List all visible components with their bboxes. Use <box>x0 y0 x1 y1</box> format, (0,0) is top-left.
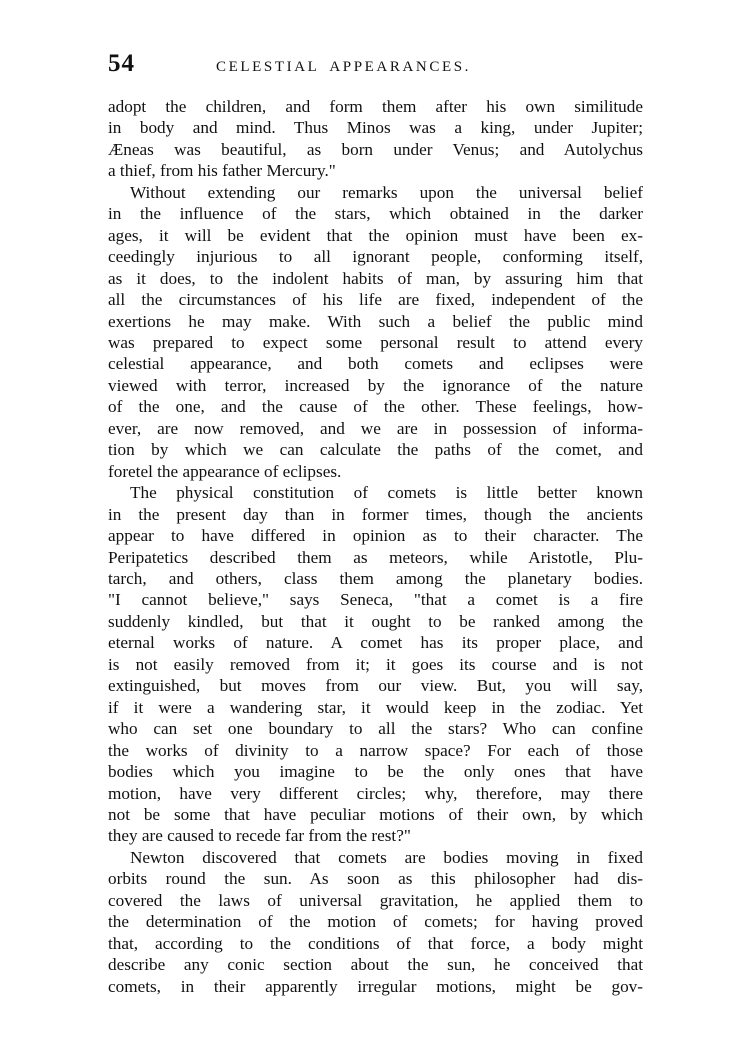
text-line: viewed with terror, increased by the ignorance of the nature <box>108 375 643 395</box>
text-line: all the circumstances of his life are fixed, independent of the <box>108 290 643 310</box>
text-line: if it were a wandering star, it would keep in the zodiac. Yet <box>108 697 643 717</box>
text-line: who can set one boundary to all the stars? Who can confine <box>108 719 643 739</box>
text-line: a thief, from his father Mercury." <box>108 161 336 181</box>
text-line: ceedingly injurious to all ignorant people, conforming itself, <box>108 247 643 267</box>
text-line: not be some that have peculiar motions of their own, by which <box>108 804 643 824</box>
text-line: in the influence of the stars, which obtained in the darker <box>108 204 643 224</box>
text-line: that, according to the conditions of that force, a body might <box>108 933 643 953</box>
text-line: ever, are now removed, and we are in possession of informa- <box>108 418 643 438</box>
text-line: tion by which we can calculate the paths of the comet, and <box>108 440 643 460</box>
text-line: ages, it will be evident that the opinion must have been ex- <box>108 225 643 245</box>
book-page <box>108 50 643 997</box>
text-line: as it does, to the indolent habits of man, by assuring him that <box>108 268 643 288</box>
paragraph <box>108 96 643 182</box>
text-line: is not easily removed from it; it goes its course and is not <box>108 654 643 674</box>
text-line: the determination of the motion of comets; for having proved <box>108 912 643 932</box>
text-line: the works of divinity to a narrow space? For each of those <box>108 740 643 760</box>
text-line: eternal works of nature. A comet has its proper place, and <box>108 633 643 653</box>
text-line: in body and mind. Thus Minos was a king, under Jupiter; <box>108 118 643 138</box>
text-line: extinguished, but moves from our view. But, you will say, <box>108 676 643 696</box>
text-line: suddenly kindled, but that it ought to be ranked among the <box>108 611 643 631</box>
paragraph <box>108 482 643 847</box>
text-line: they are caused to recede far from the rest?" <box>108 826 411 846</box>
text-line: orbits round the sun. As soon as this philosopher had dis- <box>108 869 643 889</box>
text-line: of the one, and the cause of the other. These feelings, how- <box>108 397 643 417</box>
paragraph <box>108 182 643 482</box>
running-head: CELESTIAL APPEARANCES. <box>216 59 471 75</box>
text-line: in the present day than in former times, though the ancients <box>108 504 643 524</box>
text-line: The physical constitution of comets is little better known <box>130 483 643 503</box>
text-line: Peripatetics described them as meteors, while Aristotle, Plu- <box>108 547 643 567</box>
text-line: Newton discovered that comets are bodies moving in fixed <box>130 847 643 867</box>
page-header <box>108 50 643 90</box>
text-line: comets, in their apparently irregular motions, might be gov- <box>108 976 643 996</box>
text-line: foretel the appearance of eclipses. <box>108 461 342 481</box>
text-line: appear to have differed in opinion as to their character. The <box>108 526 643 546</box>
paragraph <box>108 847 643 997</box>
body-text <box>108 96 643 997</box>
page-number: 54 <box>108 50 135 77</box>
text-line: covered the laws of universal gravitation, he applied them to <box>108 890 643 910</box>
text-line: Without extending our remarks upon the universal belief <box>130 182 643 202</box>
text-line: "I cannot believe," says Seneca, "that a comet is a fire <box>108 590 643 610</box>
text-line: exertions he may make. With such a belief the public mind <box>108 311 643 331</box>
text-line: bodies which you imagine to be the only ones that have <box>108 762 643 782</box>
text-line: tarch, and others, class them among the planetary bodies. <box>108 568 643 588</box>
text-line: describe any conic section about the sun, he conceived that <box>108 955 643 975</box>
text-line: celestial appearance, and both comets and eclipses were <box>108 354 643 374</box>
text-line: adopt the children, and form them after his own similitude <box>108 97 643 116</box>
text-line: Æneas was beautiful, as born under Venus; and Autolychus <box>108 139 643 159</box>
text-line: motion, have very different circles; why, therefore, may there <box>108 783 643 803</box>
text-line: was prepared to expect some personal result to attend every <box>108 332 643 352</box>
